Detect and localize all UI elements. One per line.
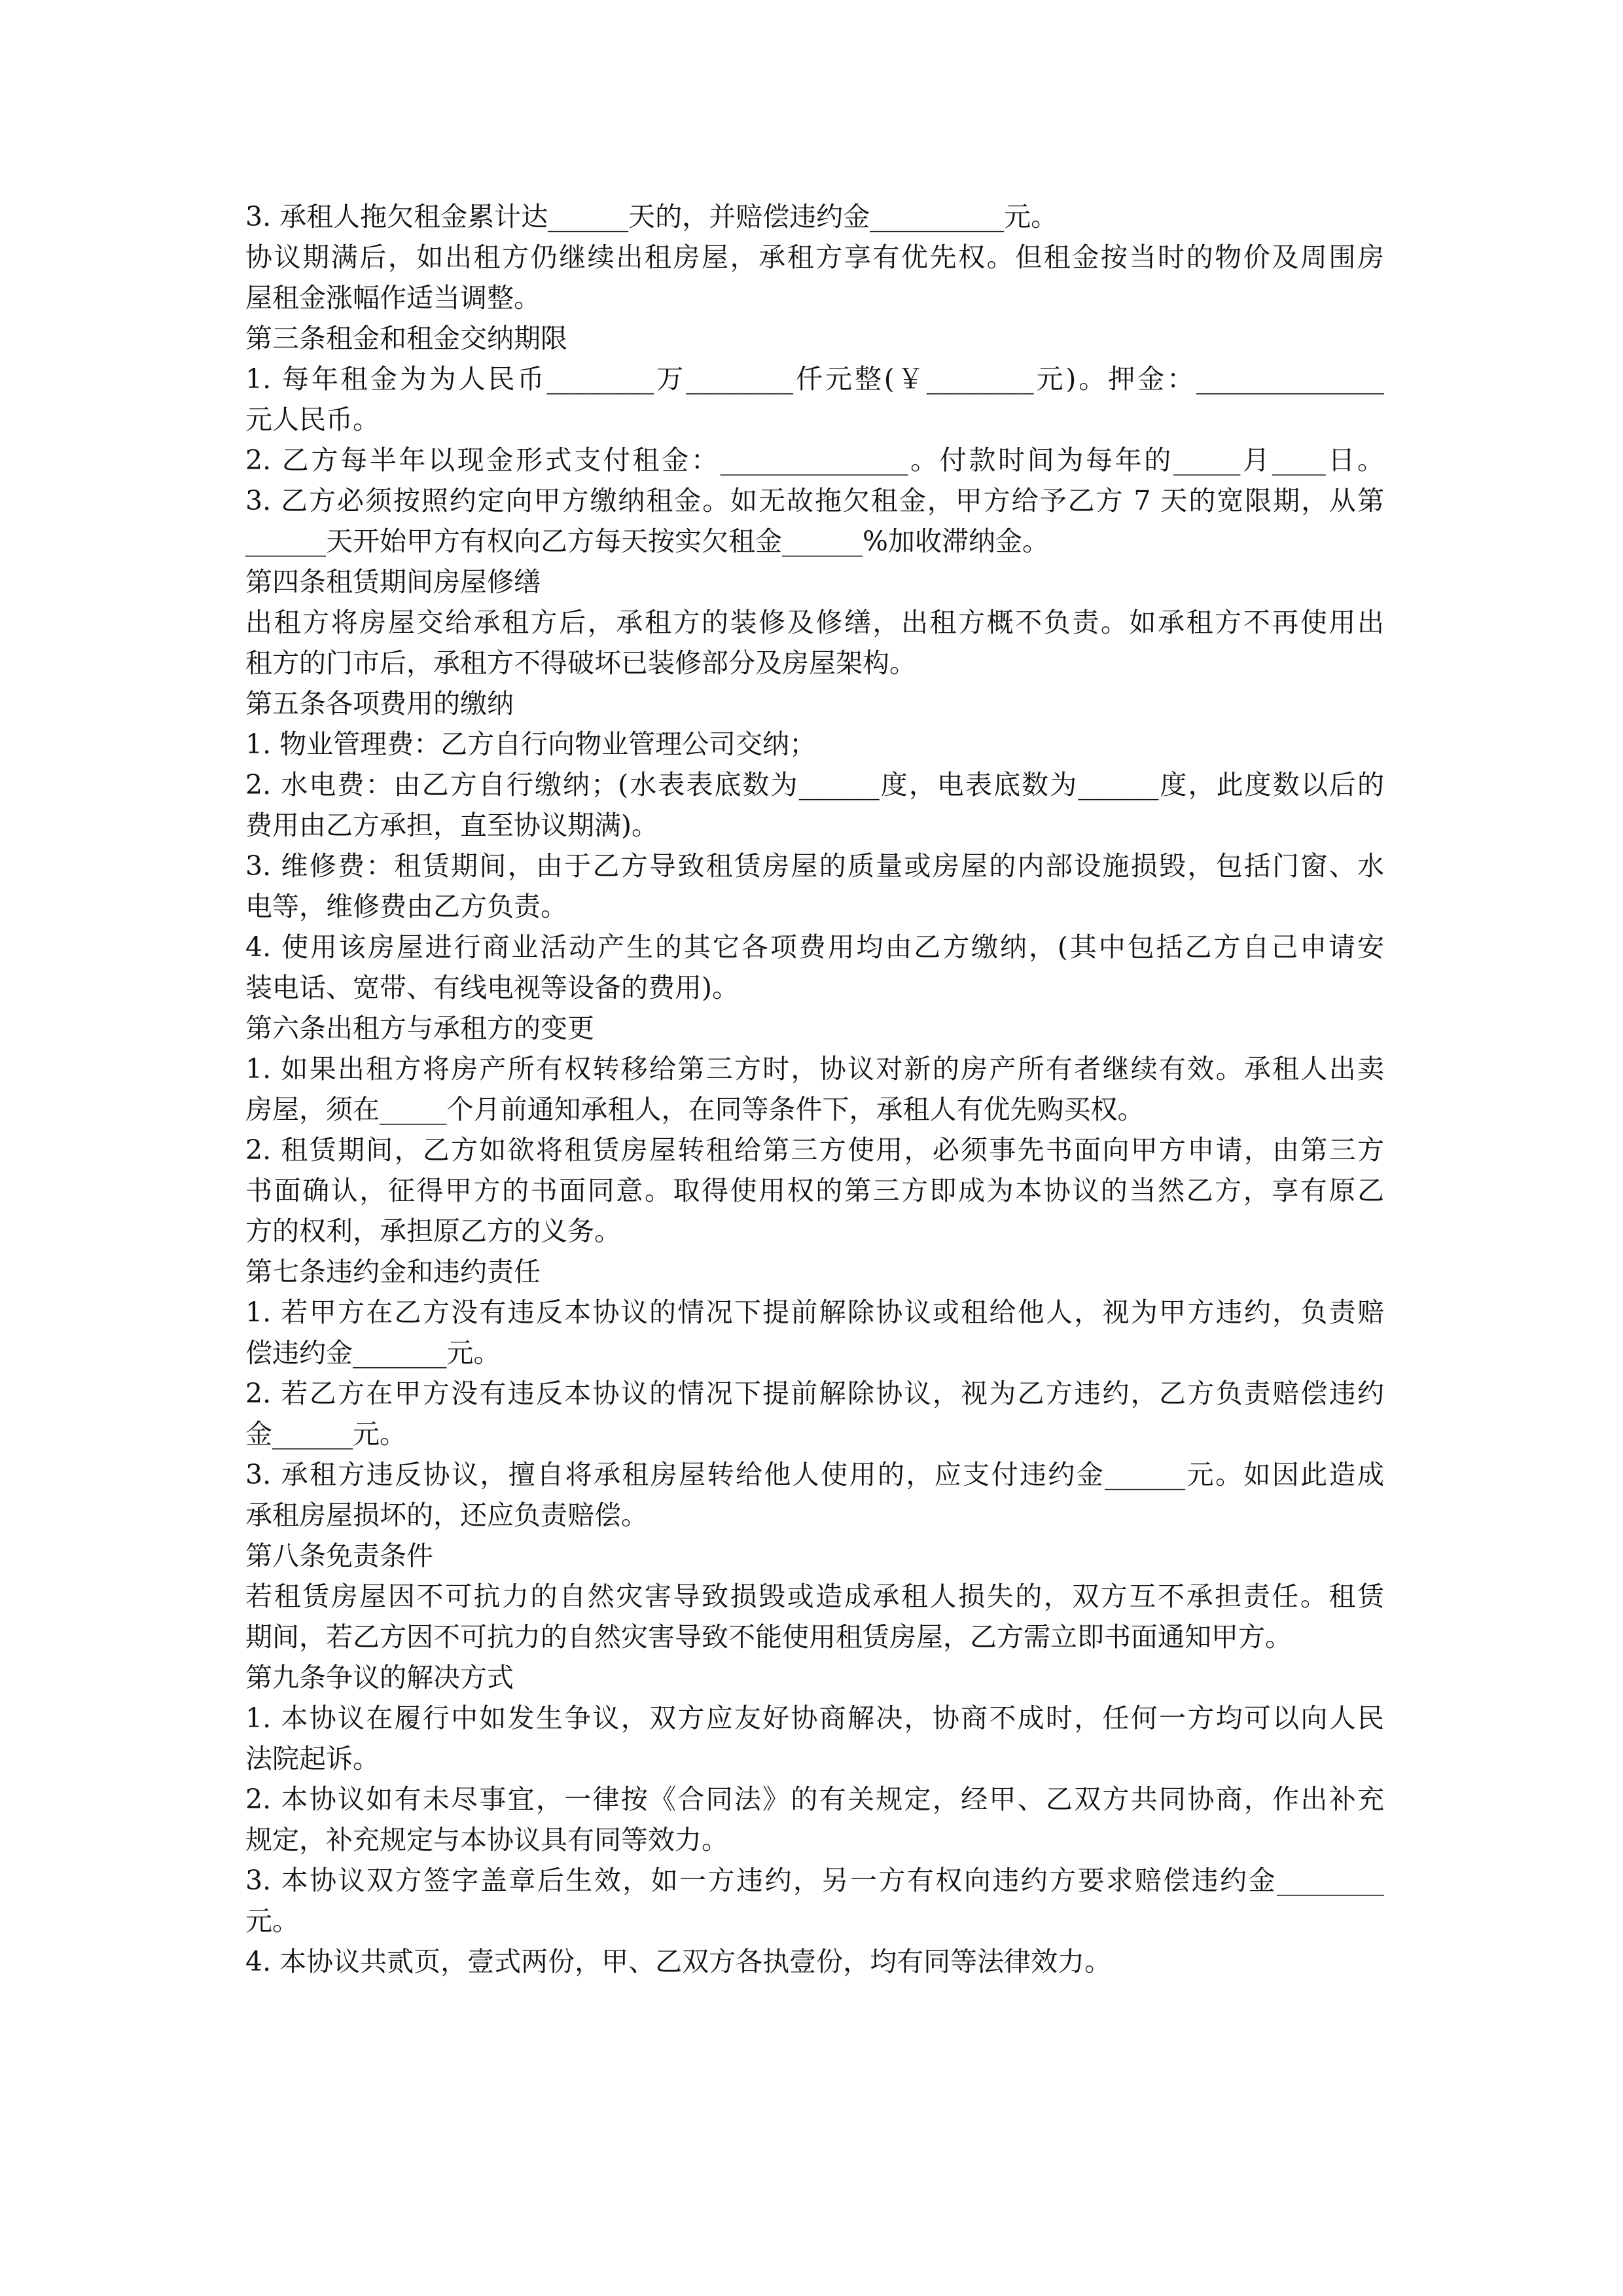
text-line: 2. 水电费：由乙方自行缴纳；(水表表底数为______度，电表底数为______度，此度数以后的 <box>245 769 1384 800</box>
text-line: 2. 租赁期间，乙方如欲将租赁房屋转租给第三方使用，必须事先书面向甲方申请，由第三方 <box>245 1134 1384 1166</box>
text-line: 规定，补充规定与本协议具有同等效力。 <box>245 1824 728 1856</box>
text-line: 3. 承租人拖欠租金累计达______天的，并赔偿违约金__________元。 <box>245 201 1058 232</box>
text-line: 4. 本协议共贰页，壹式两份，甲、乙双方各执壹份，均有同等法律效力。 <box>245 1946 1112 1977</box>
text-line: 1. 如果出租方将房产所有权转移给第三方时，协议对新的房产所有者继续有效。承租人出卖 <box>245 1053 1384 1085</box>
text-line: 书面确认，征得甲方的书面同意。取得使用权的第三方即成为本协议的当然乙方，享有原乙 <box>245 1175 1384 1206</box>
section-heading: 第七条违约金和违约责任 <box>245 1256 541 1287</box>
section-heading: 第八条免责条件 <box>245 1540 433 1571</box>
text-line: ______天开始甲方有权向乙方每天按实欠租金______%加收滞纳金。 <box>245 526 1049 557</box>
text-line: 租方的门市后，承租方不得破坏已装修部分及房屋架构。 <box>245 647 916 679</box>
text-line: 1. 物业管理费：乙方自行向物业管理公司交纳； <box>245 728 817 760</box>
section-heading: 第九条争议的解决方式 <box>245 1662 514 1693</box>
text-line: 期间，若乙方因不可抗力的自然灾害导致不能使用租赁房屋，乙方需立即书面通知甲方。 <box>245 1621 1292 1653</box>
text-line: 4. 使用该房屋进行商业活动产生的其它各项费用均由乙方缴纳，(其中包括乙方自己申请安 <box>245 931 1384 963</box>
text-line: 屋租金涨幅作适当调整。 <box>245 282 541 314</box>
section-heading: 第六条出租方与承租方的变更 <box>245 1013 594 1044</box>
document-page <box>245 196 1384 1982</box>
text-line: 偿违约金_______元。 <box>245 1337 501 1369</box>
text-line: 装电话、宽带、有线电视等设备的费用)。 <box>245 972 739 1003</box>
text-line: 1. 每年租金为为人民币________万________仟元整(￥________元)。押金：______________ <box>245 363 1384 395</box>
text-line: 出租方将房屋交给承租方后，承租方的装修及修缮，出租方概不负责。如承租方不再使用出 <box>245 607 1384 638</box>
text-line: 3. 乙方必须按照约定向甲方缴纳租金。如无故拖欠租金，甲方给予乙方 7 天的宽限期，从第 <box>245 485 1384 516</box>
text-line: 金______元。 <box>245 1418 406 1450</box>
text-line: 法院起诉。 <box>245 1743 380 1774</box>
text-line: 1. 本协议在履行中如发生争议，双方应友好协商解决，协商不成时，任何一方均可以向人民 <box>245 1702 1384 1734</box>
text-line: 1. 若甲方在乙方没有违反本协议的情况下提前解除协议或租给他人，视为甲方违约，负责赔 <box>245 1297 1384 1328</box>
text-line: 3. 本协议双方签字盖章后生效，如一方违约，另一方有权向违约方要求赔偿违约金________ <box>245 1865 1384 1896</box>
section-heading: 第五条各项费用的缴纳 <box>245 688 514 719</box>
section-heading: 第三条租金和租金交纳期限 <box>245 323 567 354</box>
text-line: 承租房屋损坏的，还应负责赔偿。 <box>245 1499 648 1531</box>
text-line: 元。 <box>245 1905 299 1937</box>
text-line: 2. 若乙方在甲方没有违反本协议的情况下提前解除协议，视为乙方违约，乙方负责赔偿违约 <box>245 1378 1384 1409</box>
text-line: 2. 乙方每半年以现金形式支付租金：______________。付款时间为每年的_____月____日。 <box>245 444 1384 476</box>
text-line: 若租赁房屋因不可抗力的自然灾害导致损毁或造成承租人损失的，双方互不承担责任。租赁 <box>245 1581 1384 1612</box>
text-line: 方的权利，承担原乙方的义务。 <box>245 1215 621 1247</box>
text-line: 3. 维修费：租赁期间，由于乙方导致租赁房屋的质量或房屋的内部设施损毁，包括门窗、水 <box>245 850 1384 882</box>
text-line: 协议期满后，如出租方仍继续出租房屋，承租方享有优先权。但租金按当时的物价及周围房 <box>245 242 1384 273</box>
text-line: 2. 本协议如有未尽事宜，一律按《合同法》的有关规定，经甲、乙双方共同协商，作出补充 <box>245 1784 1384 1815</box>
text-line: 3. 承租方违反协议，擅自将承租房屋转给他人使用的，应支付违约金______元。如因此造成 <box>245 1459 1384 1490</box>
text-line: 电等，维修费由乙方负责。 <box>245 891 567 922</box>
text-line: 房屋，须在_____个月前通知承租人，在同等条件下，承租人有优先购买权。 <box>245 1094 1145 1125</box>
text-line: 元人民币。 <box>245 404 380 435</box>
text-line: 费用由乙方承担，直至协议期满)。 <box>245 810 658 841</box>
section-heading: 第四条租赁期间房屋修缮 <box>245 566 541 598</box>
